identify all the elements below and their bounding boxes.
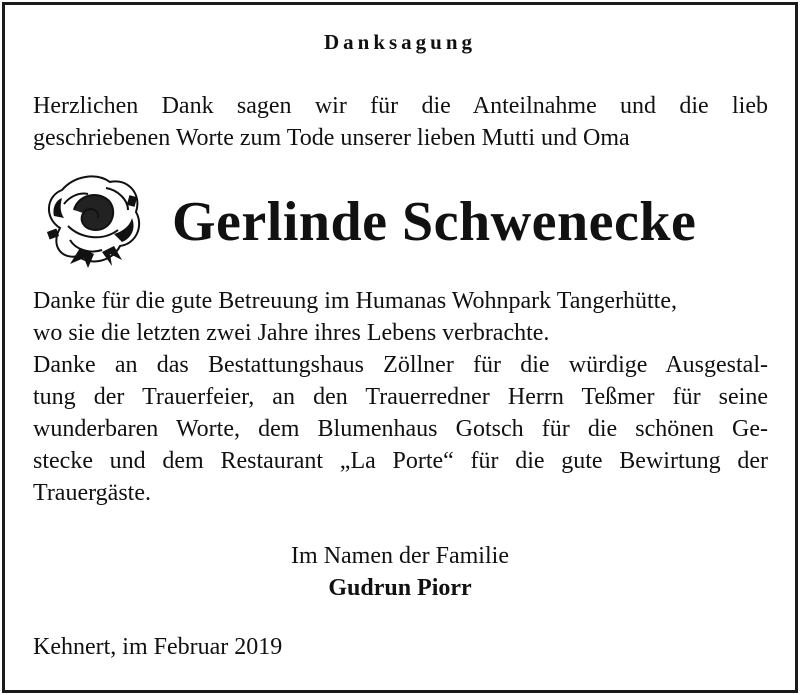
intro-line: Herzlichen Dank sagen wir für die Anteilnahme und die lieb	[33, 93, 768, 119]
body-line: Danke für die gute Betreuung im Humanas Wohnpark Tangerhütte,	[33, 288, 677, 314]
body-line: wo sie die letzten zwei Jahre ihres Lebens verbrachte.	[33, 320, 550, 346]
body-line: wunderbaren Worte, dem Blumenhaus Gotsch für die schönen Ge-	[33, 416, 768, 442]
signature-block	[0, 540, 800, 604]
deceased-name: Gerlinde Schwenecke	[172, 191, 697, 253]
body-line: Trauergäste.	[33, 480, 151, 506]
body-line: stecke und dem Restaurant „La Porte“ für die gute Bewirtung der	[33, 448, 768, 474]
signer-name: Gudrun Piorr	[328, 575, 472, 601]
body-line: Danke an das Bestattungshaus Zöllner für die würdige Ausgestal-	[33, 352, 768, 378]
notice-heading: Danksagung	[323, 30, 477, 54]
body-line: tung der Trauerfeier, an den Trauerredner Herrn Teßmer für seine	[33, 384, 768, 410]
place-date: Kehnert, im Februar 2019	[33, 634, 283, 660]
body-text	[33, 285, 768, 509]
intro-line: geschriebenen Worte zum Tode unserer lieben Mutti und Oma	[33, 125, 630, 151]
signature-preamble: Im Namen der Familie	[291, 543, 509, 569]
intro-text	[33, 90, 768, 154]
rose-icon	[40, 168, 148, 272]
